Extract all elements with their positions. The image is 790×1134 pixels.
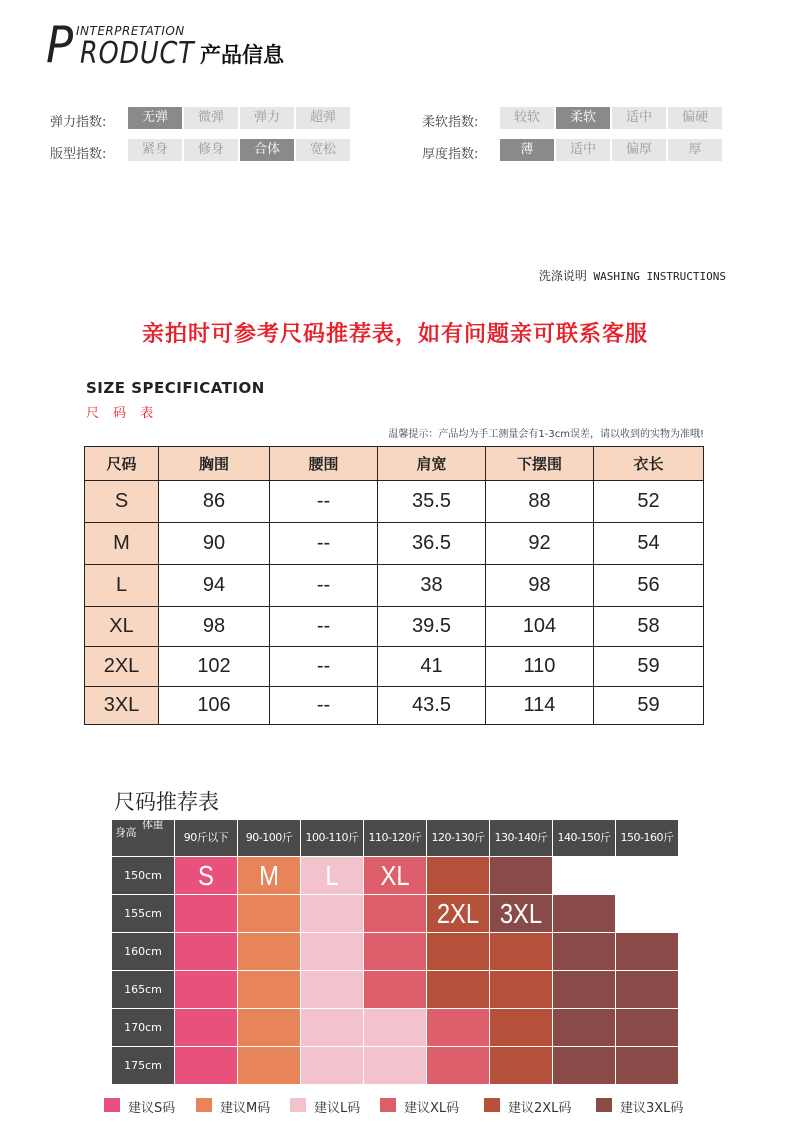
height-label: 165cm — [112, 971, 174, 1008]
table-row — [85, 607, 704, 647]
size-zone-cell — [490, 1009, 552, 1046]
weight-header: 150-160斤 — [616, 820, 678, 856]
height-label: 160cm — [112, 933, 174, 970]
corner-height-label: 身高 — [115, 826, 136, 839]
size-table-header-cell: 衣长 — [594, 447, 704, 481]
washing-instructions — [539, 267, 726, 284]
washing-cn: 洗涤说明 — [538, 269, 587, 283]
recommend-title: 尺码推荐表 — [114, 790, 219, 814]
legend-label: 建议M码 — [220, 1101, 271, 1116]
softness-option: 适中 — [612, 107, 666, 129]
measure-cell: -- — [270, 647, 378, 687]
size-table-header — [85, 447, 704, 481]
size-zone-cell — [301, 1009, 363, 1046]
height-label: 175cm — [112, 1047, 174, 1084]
size-zone-cell — [364, 933, 426, 970]
legend-swatch — [380, 1098, 396, 1112]
measure-cell: 110 — [486, 647, 594, 687]
size-zone-cell — [238, 971, 300, 1008]
measure-cell: 102 — [159, 647, 270, 687]
softness-label: 柔软指数: — [422, 115, 479, 130]
softness-option: 柔软 — [556, 107, 610, 129]
weight-header: 100-110斤 — [301, 820, 363, 856]
measure-cell: -- — [270, 607, 378, 647]
legend-swatch — [484, 1098, 500, 1112]
fit-option: 宽松 — [296, 139, 350, 161]
size-zone-cell — [490, 857, 552, 894]
corner-weight-label: 体重 — [142, 818, 163, 831]
measure-cell: 88 — [486, 481, 594, 523]
size-zone-cell — [238, 895, 300, 932]
size-zone-cell — [553, 1009, 615, 1046]
table-row — [85, 687, 704, 725]
softness-option: 偏硬 — [668, 107, 722, 129]
measure-cell: -- — [270, 565, 378, 607]
measure-cell: 104 — [486, 607, 594, 647]
thickness-option: 厚 — [668, 139, 722, 161]
measure-cell: -- — [270, 687, 378, 725]
spec-title-cn: 尺 码 表 — [86, 406, 159, 421]
thickness-option: 偏厚 — [612, 139, 666, 161]
elasticity-option: 弹力 — [240, 107, 294, 129]
measure-cell: -- — [270, 481, 378, 523]
measure-cell: 94 — [159, 565, 270, 607]
size-zone-cell — [238, 1009, 300, 1046]
header-logo-letter: P — [46, 16, 73, 74]
measure-cell: 58 — [594, 607, 704, 647]
size-zone-cell — [175, 1009, 237, 1046]
size-zone-cell — [427, 933, 489, 970]
size-zone-cell — [616, 933, 678, 970]
elasticity-option: 无弹 — [128, 107, 182, 129]
weight-header: 110-120斤 — [364, 820, 426, 856]
measure-cell: 54 — [594, 523, 704, 565]
size-zone-label: L — [325, 860, 339, 891]
size-zone-cell — [616, 971, 678, 1008]
elasticity-label: 弹力指数: — [50, 115, 107, 130]
size-zone-cell — [364, 895, 426, 932]
softness-option: 较软 — [500, 107, 554, 129]
size-cell: 3XL — [85, 687, 159, 725]
size-cell: L — [85, 565, 159, 607]
measure-cell: 90 — [159, 523, 270, 565]
height-label: 170cm — [112, 1009, 174, 1046]
corner-cell — [112, 820, 174, 856]
measure-cell: 106 — [159, 687, 270, 725]
size-zone-cell — [238, 933, 300, 970]
elasticity-option: 超弹 — [296, 107, 350, 129]
measure-cell: 56 — [594, 565, 704, 607]
measure-cell: 36.5 — [378, 523, 486, 565]
fit-label: 版型指数: — [50, 147, 107, 162]
measurement-tip: 温馨提示：产品均为手工测量会有1-3cm误差，请以收到的实物为准哦! — [388, 429, 704, 440]
legend-swatch — [596, 1098, 612, 1112]
measure-cell: 92 — [486, 523, 594, 565]
size-cell: XL — [85, 607, 159, 647]
table-row — [85, 565, 704, 607]
header-cn-title: 产品信息 — [200, 43, 284, 67]
measure-cell: 43.5 — [378, 687, 486, 725]
measure-cell: 98 — [159, 607, 270, 647]
weight-header: 90-100斤 — [238, 820, 300, 856]
size-zone-cell — [301, 895, 363, 932]
size-zone-cell — [616, 1009, 678, 1046]
size-zone-cell — [616, 1047, 678, 1084]
thickness-option: 适中 — [556, 139, 610, 161]
size-zone-cell — [364, 1009, 426, 1046]
size-zone-cell — [301, 971, 363, 1008]
legend-swatch — [290, 1098, 306, 1112]
measure-cell: -- — [270, 523, 378, 565]
size-zone-cell — [427, 1047, 489, 1084]
size-zone-cell — [175, 933, 237, 970]
size-cell: 2XL — [85, 647, 159, 687]
table-row — [85, 523, 704, 565]
size-zone-label: 2XL — [436, 898, 480, 929]
size-zone-cell — [427, 971, 489, 1008]
size-zone-cell — [238, 1047, 300, 1084]
size-zone-cell — [175, 1047, 237, 1084]
weight-header: 120-130斤 — [427, 820, 489, 856]
table-row — [85, 481, 704, 523]
size-table-header-cell: 尺码 — [85, 447, 159, 481]
header-product-word: RODUCT — [80, 36, 195, 71]
legend-swatch — [196, 1098, 212, 1112]
measure-cell: 52 — [594, 481, 704, 523]
fit-option: 紧身 — [128, 139, 182, 161]
size-zone-cell — [427, 1009, 489, 1046]
measure-cell: 86 — [159, 481, 270, 523]
measure-cell: 41 — [378, 647, 486, 687]
size-zone-cell — [490, 971, 552, 1008]
legend-swatch — [104, 1098, 120, 1112]
size-zone-cell — [175, 971, 237, 1008]
legend-label: 建议S码 — [128, 1101, 176, 1116]
size-zone-cell — [553, 1047, 615, 1084]
washing-en: WASHING INSTRUCTIONS — [593, 270, 726, 283]
size-zone-label: XL — [380, 860, 410, 891]
measure-cell: 38 — [378, 565, 486, 607]
elasticity-option: 微弹 — [184, 107, 238, 129]
size-notice: 亲拍时可参考尺码推荐表，如有问题亲可联系客服 — [141, 322, 648, 347]
legend-label: 建议L码 — [314, 1101, 361, 1116]
size-zone-cell — [301, 933, 363, 970]
weight-header: 140-150斤 — [553, 820, 615, 856]
size-zone-cell — [301, 1047, 363, 1084]
size-zone-cell — [490, 933, 552, 970]
table-row — [85, 647, 704, 687]
height-label: 150cm — [112, 857, 174, 894]
measure-cell: 59 — [594, 687, 704, 725]
measure-cell: 59 — [594, 647, 704, 687]
legend-label: 建议2XL码 — [508, 1101, 572, 1116]
size-zone-cell — [553, 971, 615, 1008]
thickness-option: 薄 — [500, 139, 554, 161]
legend-label: 建议XL码 — [404, 1101, 460, 1116]
thickness-label: 厚度指数: — [422, 147, 479, 162]
fit-option: 修身 — [184, 139, 238, 161]
measure-cell: 98 — [486, 565, 594, 607]
size-zone-cell — [490, 1047, 552, 1084]
size-zone-label: 3XL — [499, 898, 543, 929]
size-cell: M — [85, 523, 159, 565]
spec-title-en: SIZE SPECIFICATION — [86, 379, 265, 397]
weight-header: 130-140斤 — [490, 820, 552, 856]
legend-label: 建议3XL码 — [620, 1101, 684, 1116]
measure-cell: 35.5 — [378, 481, 486, 523]
header-interpretation: INTERPRETATION — [76, 24, 185, 38]
size-table-header-cell: 腰围 — [270, 447, 378, 481]
size-zone-cell — [364, 1047, 426, 1084]
size-zone-cell — [175, 895, 237, 932]
size-zone-cell — [553, 895, 615, 932]
measure-cell: 39.5 — [378, 607, 486, 647]
size-zone-cell — [553, 933, 615, 970]
size-zone-cell — [427, 857, 489, 894]
weight-header: 90斤以下 — [175, 820, 237, 856]
fit-option: 合体 — [240, 139, 294, 161]
measure-cell: 114 — [486, 687, 594, 725]
size-table-header-cell: 下摆围 — [486, 447, 594, 481]
size-table — [84, 446, 704, 725]
size-cell: S — [85, 481, 159, 523]
size-zone-label: S — [198, 860, 214, 891]
size-table-header-cell: 胸围 — [159, 447, 270, 481]
size-zone-label: M — [259, 860, 279, 891]
size-zone-cell — [364, 971, 426, 1008]
height-label: 155cm — [112, 895, 174, 932]
size-table-header-cell: 肩宽 — [378, 447, 486, 481]
